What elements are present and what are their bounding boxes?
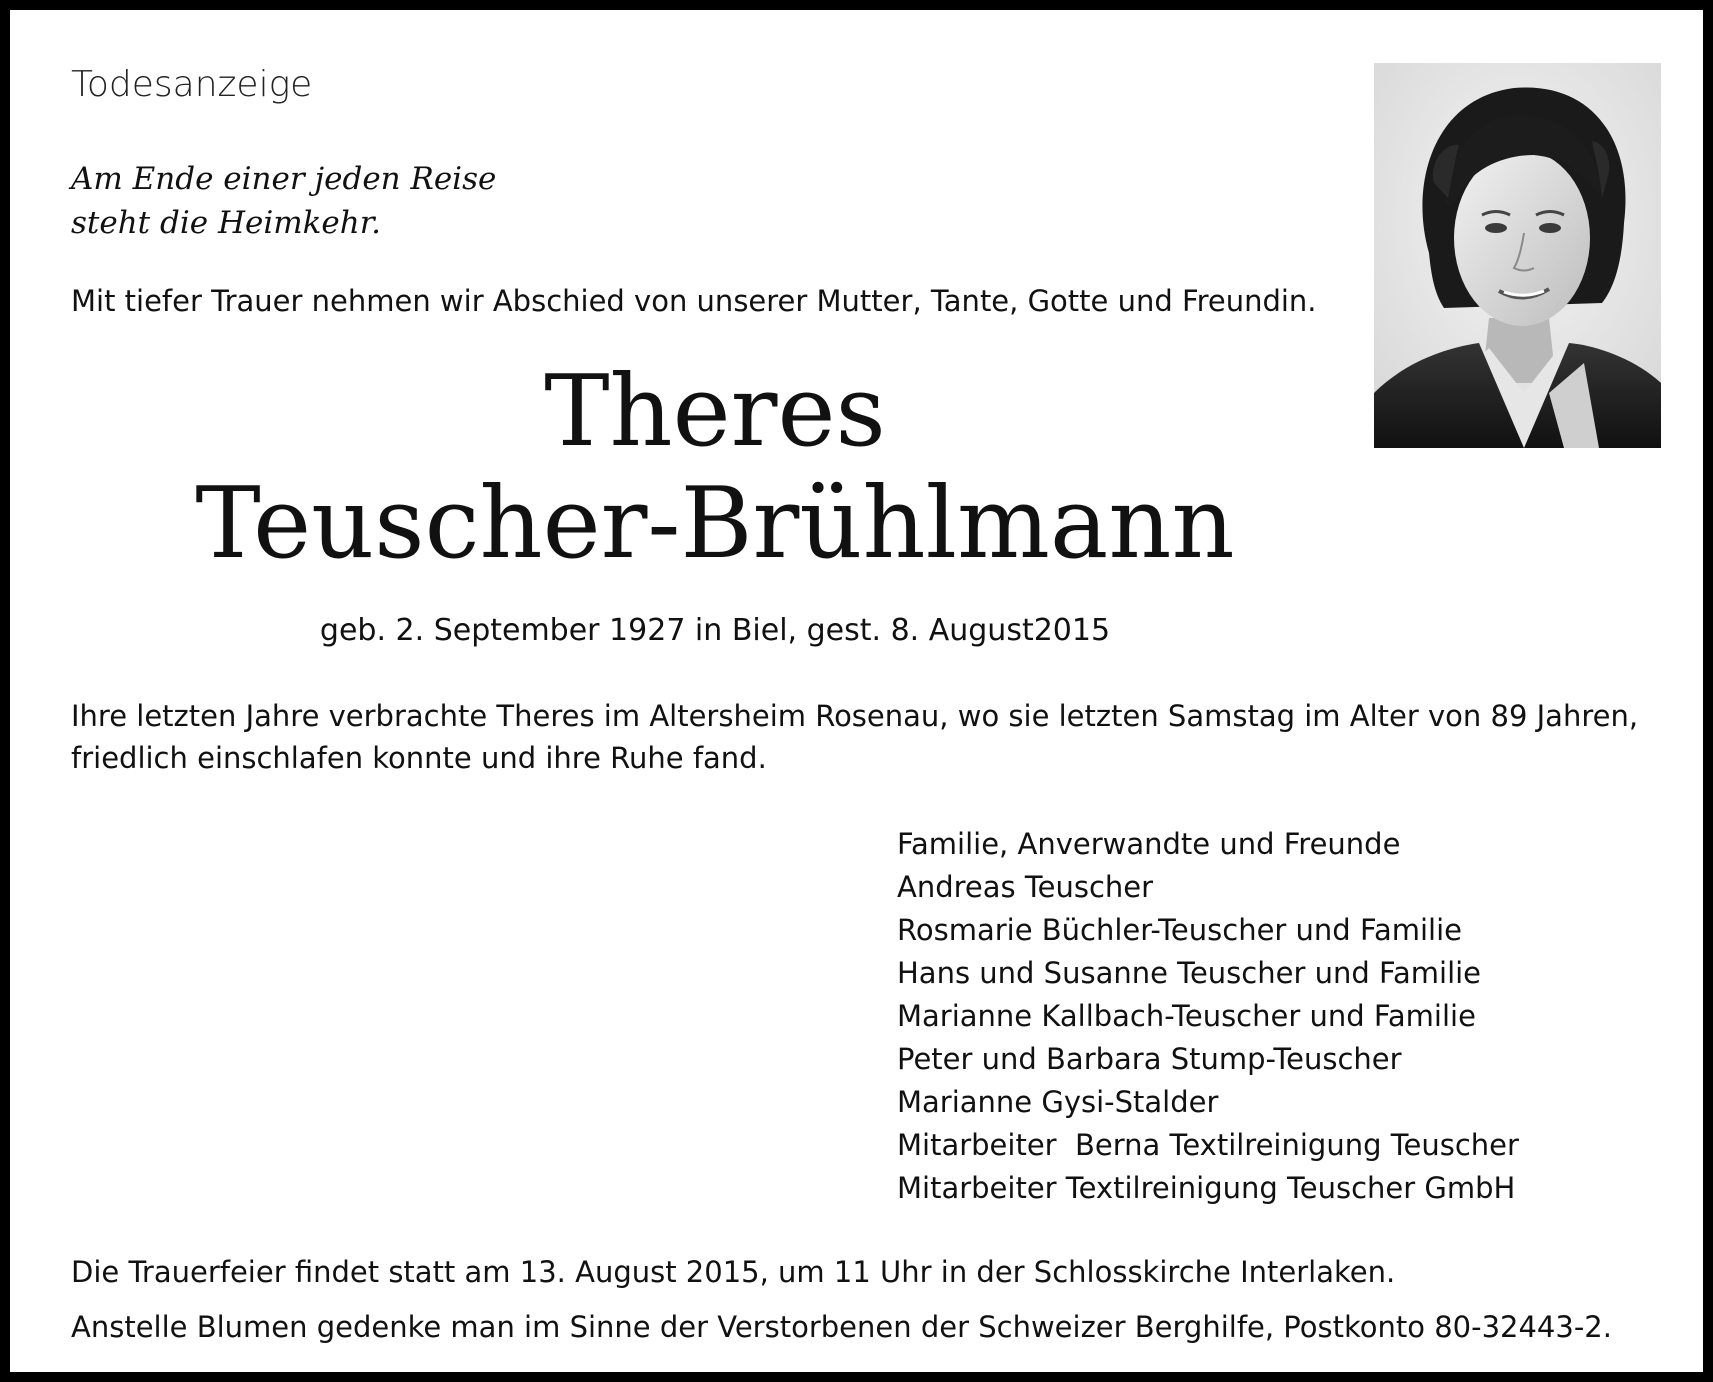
mourner-entry: Hans und Susanne Teuscher und Familie [897,956,1482,990]
paragraph-line: Ihre letzten Jahre verbrachte Theres im Altersheim Rosenau, wo sie letzten Samstag im Alter von 89 Jahren, [71,699,1639,733]
quote-line: Am Ende einer jeden Reise [71,161,497,197]
birth-death-dates: geb. 2. September 1927 in Biel, gest. 8. August2015 [319,613,1111,648]
mourner-entry: Rosmarie Büchler-Teuscher und Familie [897,913,1462,947]
deceased-last-name: Teuscher-Brühlmann [195,467,1235,581]
life-paragraph [71,695,1671,779]
mourner-entry: Mitarbeiter Textilreinigung Teuscher GmbH [897,1171,1516,1205]
mourner-entry: Familie, Anverwandte und Freunde [897,827,1401,861]
mourner-entry: Andreas Teuscher [897,870,1154,904]
donation-info: Anstelle Blumen gedenke man im Sinne der Verstorbenen der Schweizer Berghilfe, Postkonto 80-32443-2. [71,1310,1612,1344]
mourner-entry: Mitarbeiter Berna Textilreinigung Teuscher [897,1128,1519,1162]
paragraph-line: friedlich einschlafen konnte und ihre Ruhe fand. [71,741,767,775]
mourner-entry: Marianne Gysi-Stalder [897,1085,1219,1119]
deceased-first-name: Theres [544,355,886,469]
mourners-list [897,823,1519,1210]
service-info: Die Trauerfeier findet statt am 13. August 2015, um 11 Uhr in der Schlosskirche Interlaken. [71,1255,1396,1289]
intro-text: Mit tiefer Trauer nehmen wir Abschied von unserer Mutter, Tante, Gotte und Freundin. [71,284,1317,318]
notice-label: Todesanzeige [71,64,313,105]
mourner-entry: Peter und Barbara Stump-Teuscher [897,1042,1402,1076]
quote [71,157,496,245]
quote-line: steht die Heimkehr. [71,205,381,241]
mourner-entry: Marianne Kallbach-Teuscher und Familie [897,999,1476,1033]
